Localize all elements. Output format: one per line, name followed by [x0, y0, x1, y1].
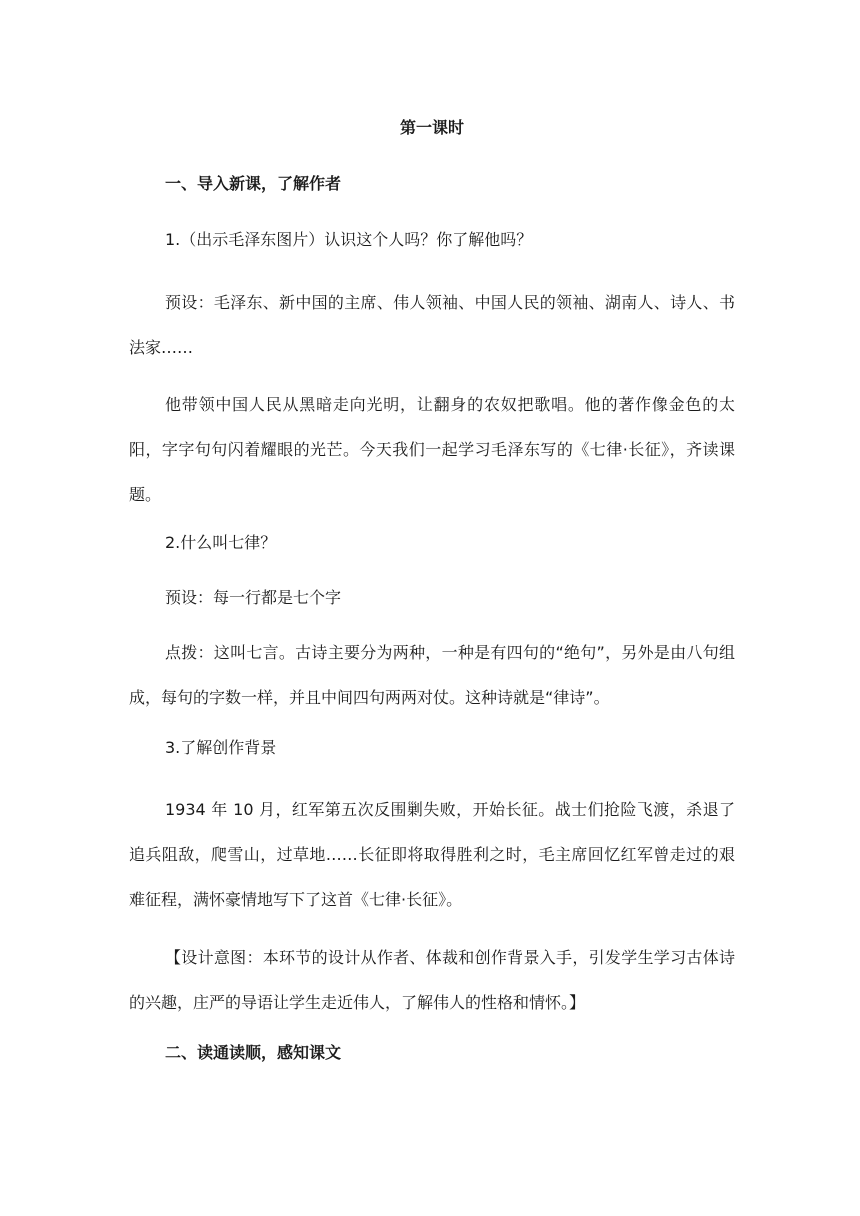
preset-answer-2: 预设：每一行都是七个字 [165, 588, 342, 607]
design-intent-paragraph: 【设计意图：本环节的设计从作者、体裁和创作背景入手，引发学生学习古体诗的兴趣，庄严的导语让学生走近伟人，了解伟人的性格和情怀。】 [129, 948, 735, 1012]
intro-paragraph: 他带领中国人民从黑暗走向光明，让翻身的农奴把歌唱。他的著作像金色的太阳，字字句句闪着耀眼的光芒。今天我们一起学习毛泽东写的《七律·长征》，齐读课题。 [129, 395, 735, 504]
hint-paragraph: 点拨：这叫七言。古诗主要分为两种，一种是有四句的“绝句”，另外是由八句组成，每句的字数一样，并且中间四句两两对仗。这种诗就是“律诗”。 [129, 643, 735, 707]
background-paragraph: 1934 年 10 月，红军第五次反围剿失败，开始长征。战士们抢险飞渡，杀退了追兵阻敌，爬雪山，过草地……长征即将取得胜利之时，毛主席回忆红军曾走过的艰难征程，满怀豪情地写下了这首《七律·长征》。 [129, 800, 735, 909]
document-content [129, 112, 735, 1093]
question-3: 3.了解创作背景 [165, 738, 277, 757]
lesson-title: 第一课时 [399, 118, 464, 137]
preset-answer-1: 预设：毛泽东、新中国的主席、伟人领袖、中国人民的领袖、湖南人、诗人、书法家…… [129, 293, 735, 357]
question-2: 2.什么叫七律？ [165, 533, 277, 552]
section-heading-intro: 一、导入新课，了解作者 [165, 174, 342, 193]
question-1: 1.（出示毛泽东图片）认识这个人吗？你了解他吗？ [165, 230, 533, 249]
section-heading-reading: 二、读通读顺，感知课文 [165, 1043, 342, 1062]
